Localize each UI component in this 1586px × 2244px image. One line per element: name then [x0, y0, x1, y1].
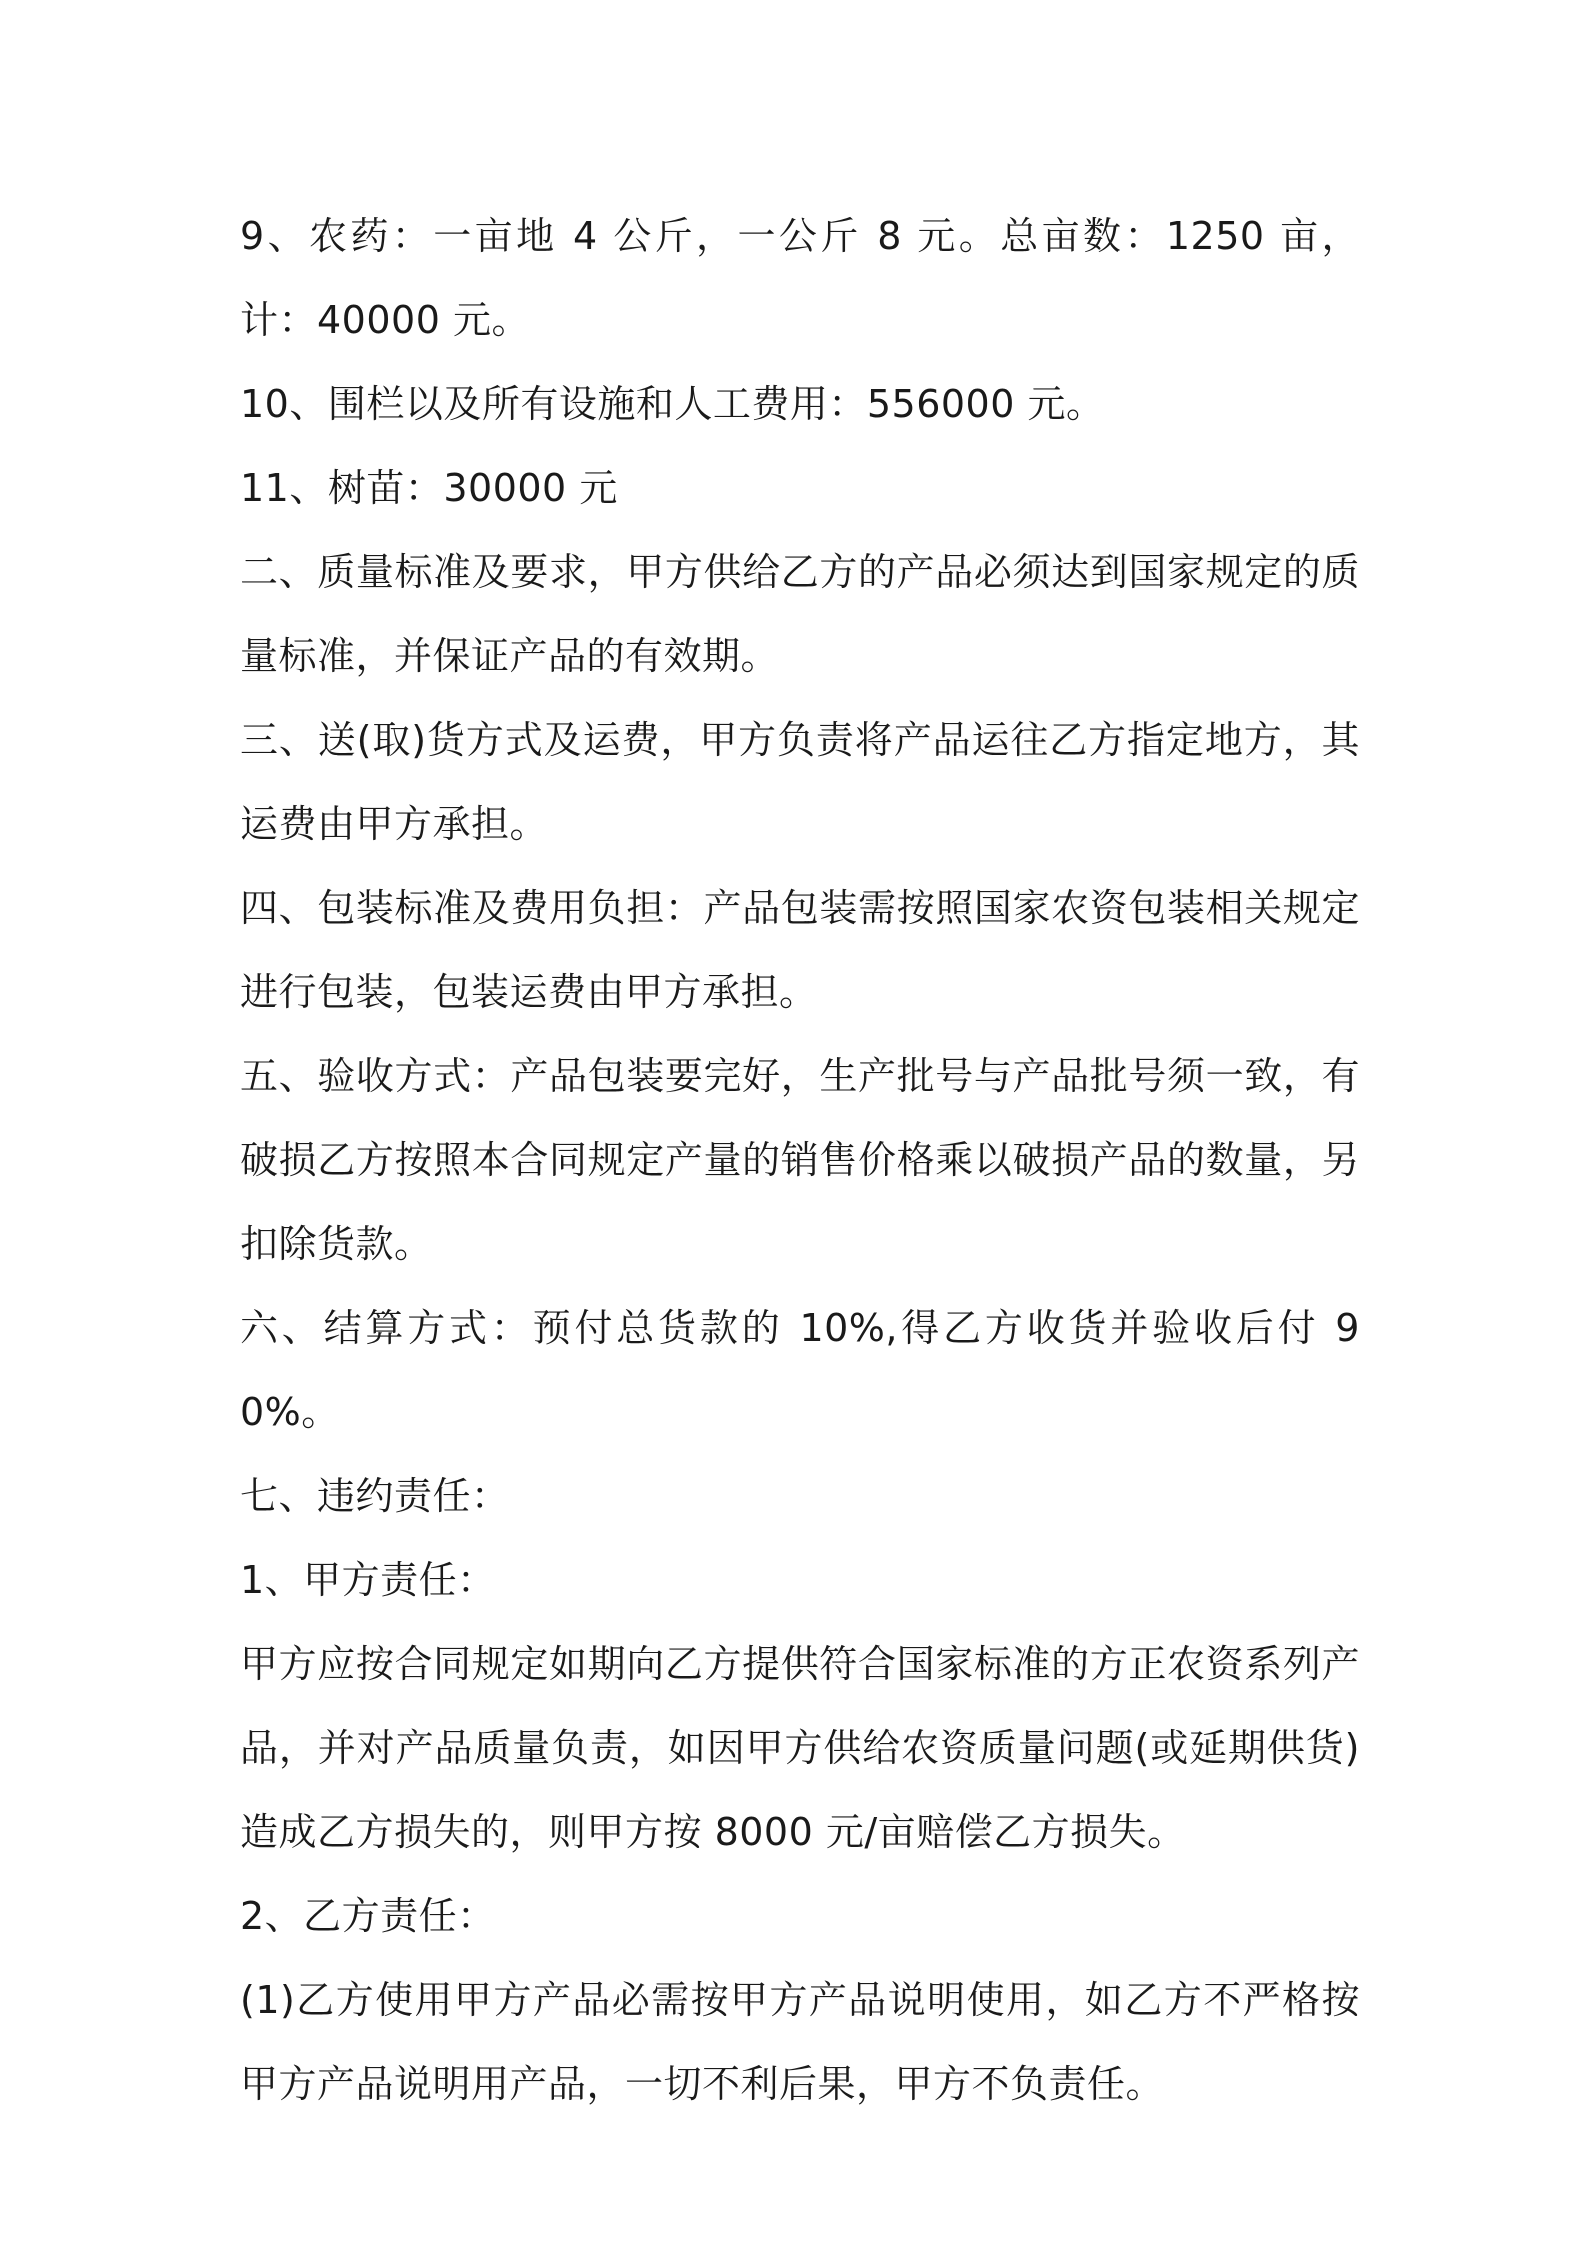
document-body: [240, 194, 1360, 2126]
party-a-liability-heading: 1、甲方责任：: [240, 1558, 496, 1602]
item-10-fence-costs: 10、围栏以及所有设施和人工费用：556000 元。: [240, 382, 1105, 426]
party-a-liability-text: 甲方应按合同规定如期向乙方提供符合国家标准的方正农资系列产品，并对产品质量负责，如因甲方供给农资质量问题(或延期供货)造成乙方损失的，则甲方按 8000 元/亩赔偿乙方损失。: [240, 1642, 1360, 1854]
section-5-acceptance: 五、验收方式：产品包装要完好，生产批号与产品批号须一致，有破损乙方按照本合同规定产量的销售价格乘以破损产品的数量，另扣除货款。: [240, 1054, 1360, 1266]
item-11-seedlings: 11、树苗：30000 元: [240, 466, 618, 510]
section-7-liability-heading: 七、违约责任：: [240, 1474, 510, 1518]
section-4-packaging: 四、包装标准及费用负担：产品包装需按照国家农资包装相关规定进行包装，包装运费由甲方承担。: [240, 886, 1360, 1014]
item-9-pesticide: 9、农药：一亩地 4 公斤，一公斤 8 元。总亩数：1250 亩，计：40000 元。: [240, 214, 1360, 342]
section-6-settlement: 六、结算方式：预付总货款的 10%,得乙方收货并验收后付 90%。: [240, 1306, 1360, 1434]
section-2-quality-standards: 二、质量标准及要求，甲方供给乙方的产品必须达到国家规定的质量标准，并保证产品的有效期。: [240, 550, 1360, 678]
party-b-liability-heading: 2、乙方责任：: [240, 1894, 496, 1938]
party-b-liability-item-1: (1)乙方使用甲方产品必需按甲方产品说明使用，如乙方不严格按甲方产品说明用产品，一切不利后果，甲方不负责任。: [240, 1978, 1360, 2106]
section-3-delivery: 三、送(取)货方式及运费，甲方负责将产品运往乙方指定地方，其运费由甲方承担。: [240, 718, 1360, 846]
